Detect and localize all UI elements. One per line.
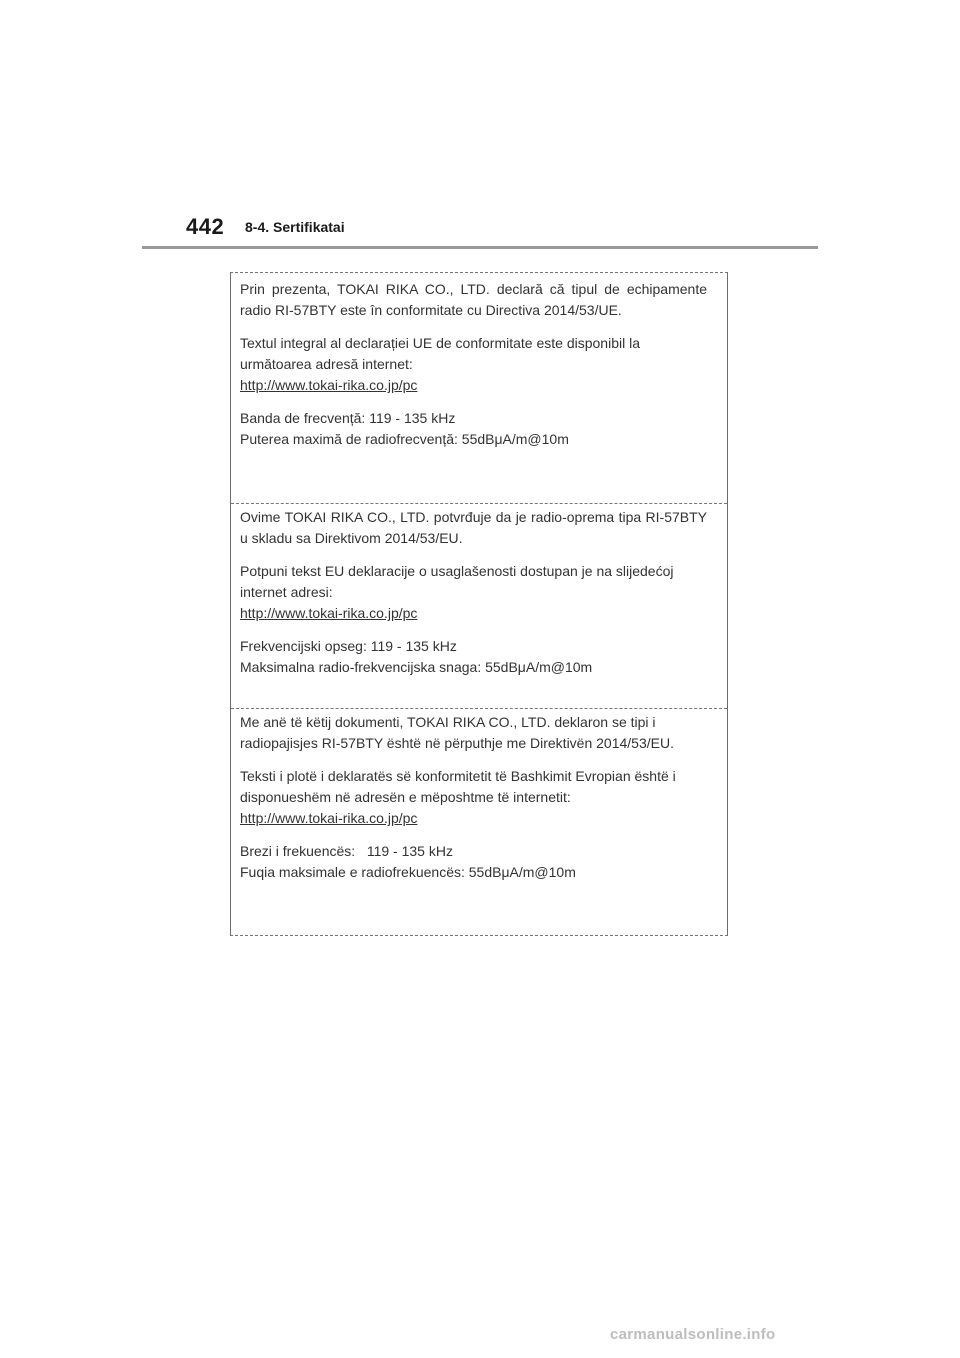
- specs-paragraph: [240, 408, 707, 450]
- declaration-text: Ovime TOKAI RIKA CO., LTD. potvrđuje da je radio-oprema tipa RI-57BTY u skladu sa Direktivom 2014/53/EU.: [240, 509, 707, 546]
- frequency-band-line: Brezi i frekuencës: 119 - 135 kHz: [240, 843, 453, 859]
- specs-paragraph: [240, 841, 707, 883]
- declaration-text: Prin prezenta, TOKAI RIKA CO., LTD. declară că tipul de echipamente radio RI-57BTY este în conformitate cu Directiva 2014/53/UE.: [240, 281, 707, 318]
- declaration-link[interactable]: http://www.tokai-rika.co.jp/pc: [240, 605, 418, 621]
- section-title: 8-4. Sertifikatai: [245, 219, 345, 235]
- certification-block-bosnian: [231, 503, 727, 678]
- page-header: [142, 210, 818, 249]
- full-text-paragraph: [240, 766, 707, 829]
- certification-block-romanian: [231, 279, 727, 450]
- declaration-link[interactable]: http://www.tokai-rika.co.jp/pc: [240, 377, 418, 393]
- page-number: 442: [186, 214, 225, 239]
- max-power-line: Maksimalna radio-frekvencijska snaga: 55dBμA/m@10m: [240, 659, 593, 675]
- max-power-line: Puterea maximă de radiofrecvență: 55dBμA/m@10m: [240, 431, 569, 447]
- full-text-intro: Potpuni tekst EU deklaracije o usaglašenosti dostupan je na slijedećoj internet adresi:: [240, 563, 674, 600]
- specs-paragraph: [240, 636, 707, 678]
- full-text-intro: Teksti i plotë i deklaratës së konformitetit të Bashkimit Evropian është i disponueshëm në adresën e mëposhtme të internetit:: [240, 768, 676, 805]
- watermark: carmanualsonline.info: [610, 1326, 776, 1343]
- frequency-band-line: Frekvencijski opseg: 119 - 135 kHz: [240, 638, 457, 654]
- full-text-paragraph: [240, 561, 707, 624]
- full-text-paragraph: [240, 333, 707, 396]
- declaration-text: Me anë të këtij dokumenti, TOKAI RIKA CO., LTD. deklaron se tipi i radiopajisjes RI-57BTY është në përputhje me Direktivën 2014/53/EU.: [240, 714, 674, 751]
- full-text-intro: Textul integral al declarației UE de conformitate este disponibil la următoarea adresă internet:: [240, 335, 640, 372]
- certification-frame: [230, 272, 728, 936]
- max-power-line: Fuqia maksimale e radiofrekuencës: 55dBμA/m@10m: [240, 864, 576, 880]
- frequency-band-line: Banda de frecvență: 119 - 135 kHz: [240, 410, 456, 426]
- declaration-link[interactable]: http://www.tokai-rika.co.jp/pc: [240, 810, 418, 826]
- certification-block-albanian: [231, 708, 727, 883]
